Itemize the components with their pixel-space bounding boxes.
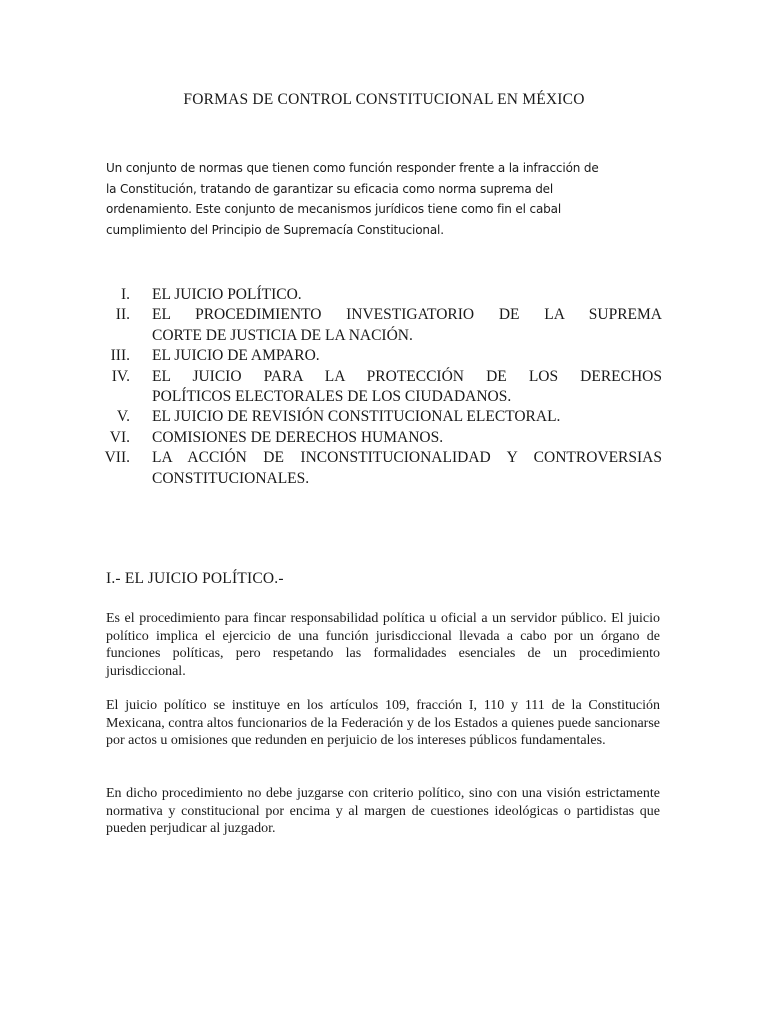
list-item-number: VI.: [109, 428, 130, 446]
list-item-text: EL JUICIO DE AMPARO.: [152, 347, 320, 365]
list-item-text: [152, 367, 662, 408]
list-item-number: I.: [120, 286, 130, 303]
list-item-text: EL JUICIO POLÍTICO.: [152, 286, 302, 303]
list-item-number: II.: [115, 306, 130, 324]
list-item-text-line-2: CORTE DE JUSTICIA DE LA NACIÓN.: [152, 326, 413, 344]
section-heading: I.- EL JUICIO POLÍTICO.-: [106, 570, 284, 587]
list-item-text-line-2: CONSTITUCIONALES.: [152, 469, 310, 487]
document-title: FORMAS DE CONTROL CONSTITUCIONAL EN MÉXICO: [183, 91, 585, 108]
list-item: [90, 428, 662, 448]
body-paragraph: En dicho procedimiento no debe juzgarse con criterio político, sino con una visión estrictamente normativa y constitucional por encima y al margen de cuestiones ideológicas o partidistas que pueden perjudicar al juzgador.: [106, 786, 660, 837]
list-item: [90, 407, 662, 427]
control-forms-list: [90, 285, 662, 489]
body-paragraph: Es el procedimiento para fincar responsabilidad política u oficial a un servidor público. El juicio político implica el ejercicio de una función jurisdiccional llevada a cabo por un órgano de funciones políticas, pero respetando las formalidades esenciales de un procedimiento jurisdiccional.: [106, 611, 660, 679]
list-item: [90, 448, 662, 489]
list-item-text: [152, 448, 662, 489]
intro-paragraph: Un conjunto de normas que tienen como función responder frente a la infracción de la Constitución, tratando de garantizar su eficacia como norma suprema del ordenamiento. Este conjunto de mecanismos jurídicos tiene como fin el cabal cumplimiento del Principio de Supremacía Constitucional.: [106, 161, 599, 237]
list-item-text-line-1: EL PROCEDIMIENTO INVESTIGATORIO DE LA SUPREMA: [152, 306, 662, 324]
list-item-number: IV.: [111, 367, 130, 385]
list-item-text: [152, 305, 662, 346]
list-item: [90, 346, 662, 366]
list-item-number: V.: [116, 408, 130, 426]
list-item-text-line-2: POLÍTICOS ELECTORALES DE LOS CIUDADANOS.: [152, 388, 512, 406]
list-item-text: EL JUICIO DE REVISIÓN CONSTITUCIONAL ELECTORAL.: [152, 408, 561, 426]
list-item: [90, 285, 662, 305]
list-item: [90, 305, 662, 346]
list-item-text-line-1: EL JUICIO PARA LA PROTECCIÓN DE LOS DERECHOS: [152, 367, 662, 385]
list-item-number: III.: [110, 347, 130, 365]
list-item-text-line-1: LA ACCIÓN DE INCONSTITUCIONALIDAD Y CONTROVERSIAS: [152, 449, 662, 467]
list-item-number: VII.: [104, 449, 130, 467]
body-paragraph: El juicio político se instituye en los artículos 109, fracción I, 110 y 111 de la Constitución Mexicana, contra altos funcionarios de la Federación y de los Estados a quienes puede sancionarse por actos u omisiones que redunden en perjuicio de los intereses públicos fundamentales.: [106, 698, 660, 749]
list-item: [90, 367, 662, 408]
list-item-text: COMISIONES DE DERECHOS HUMANOS.: [152, 428, 444, 446]
